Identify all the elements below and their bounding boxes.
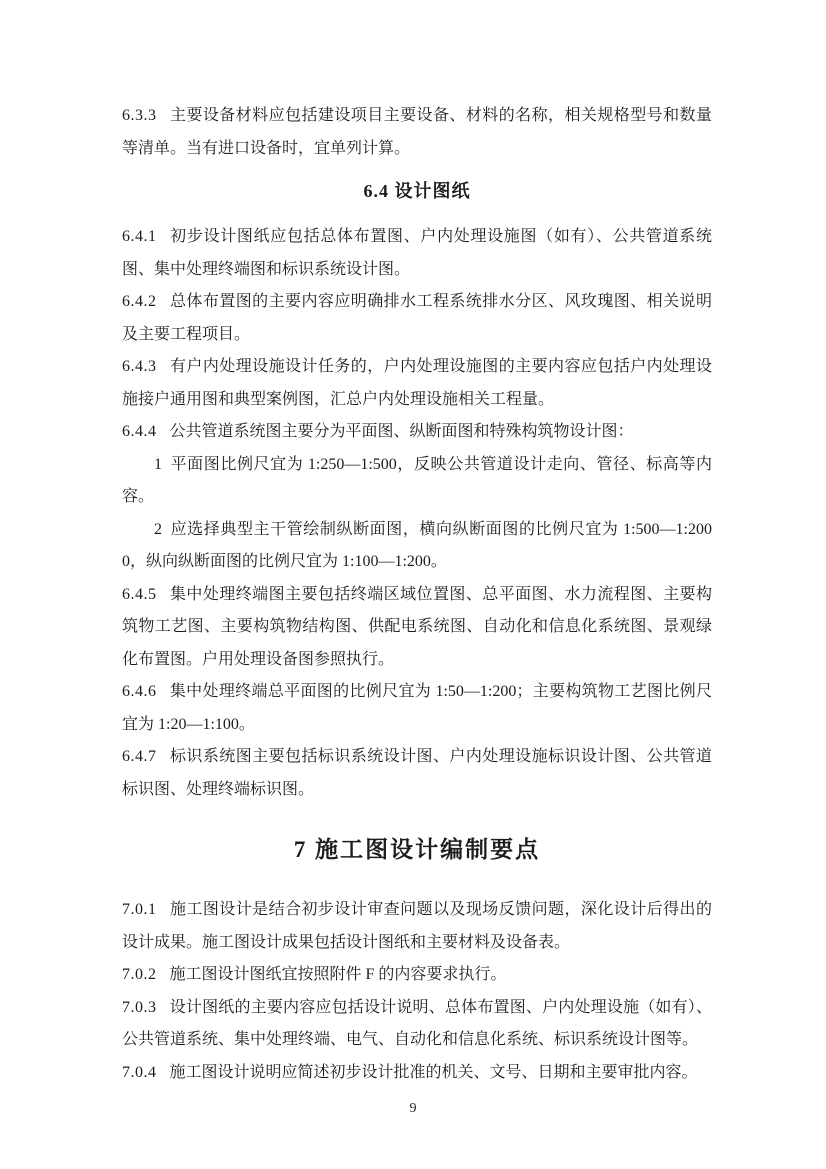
document-body: [122, 100, 712, 1089]
clause-number: 6.4.1: [122, 228, 157, 245]
page-footer: [0, 1099, 826, 1117]
subitem-2: [122, 514, 712, 579]
clause-number: 7.0.2: [122, 966, 157, 983]
clause-text: 有户内处理设施设计任务的，户内处理设施图的主要内容应包括户内处理设施接户通用图和典型案例图，汇总户内处理设施相关工程量。: [122, 358, 712, 408]
clause-6-4-2: [122, 286, 712, 351]
subitem-1: [122, 449, 712, 514]
clause-number: 6.4.2: [122, 293, 157, 310]
clause-number: 6.4.4: [122, 423, 157, 440]
clause-text: 主要设备材料应包括建设项目主要设备、材料的名称，相关规格型号和数量等清单。当有进口设备时，宜单列计算。: [122, 107, 712, 157]
clause-6-4-4: [122, 416, 712, 449]
clause-6-4-1: [122, 221, 712, 286]
clause-text: 集中处理终端图主要包括终端区域位置图、总平面图、水力流程图、主要构筑物工艺图、主要构筑物结构图、供配电系统图、自动化和信息化系统图、景观绿化布置图。户用处理设备图参照执行。: [122, 585, 712, 668]
clause-text: 施工图设计图纸宜按照附件 F 的内容要求执行。: [169, 966, 507, 983]
clause-6-4-6: [122, 676, 712, 741]
page-number: 9: [409, 1101, 417, 1116]
clause-text: 标识系统图主要包括标识系统设计图、户内处理设施标识设计图、公共管道标识图、处理终端标识图。: [122, 748, 712, 798]
section-heading-6-4: 6.4 设计图纸: [363, 181, 471, 201]
clause-number: 7.0.4: [122, 1063, 157, 1081]
clause-text: 总体布置图的主要内容应明确排水工程系统排水分区、风玫瑰图、相关说明及主要工程项目。: [122, 293, 712, 343]
clause-number: 7.0.1: [122, 901, 157, 918]
clause-number: 6.4.6: [122, 683, 157, 700]
clause-text: 施工图设计是结合初步设计审查问题以及现场反馈问题，深化设计后得出的设计成果。施工图设计成果包括设计图纸和主要材料及设备表。: [122, 901, 712, 951]
chapter-heading-7: 7 施工图设计编制要点: [293, 837, 541, 862]
clause-7-0-1: [122, 894, 712, 959]
subitem-text: 应选择典型主干管绘制纵断面图，横向纵断面图的比例尺宜为 1:500—1:2000，纵向纵断面图的比例尺宜为 1:100—1:200。: [122, 520, 712, 570]
clause-7-0-2: [122, 959, 712, 992]
clause-6-4-7: [122, 741, 712, 806]
clause-number: 6.4.5: [122, 585, 157, 603]
clause-text: 初步设计图纸应包括总体布置图、户内处理设施图（如有）、公共管道系统图、集中处理终端图和标识系统设计图。: [122, 228, 712, 278]
clause-6-4-3: [122, 351, 712, 416]
clause-number: 6.4.3: [122, 358, 157, 375]
clause-number: 6.4.7: [122, 748, 157, 765]
clause-text: 集中处理终端总平面图的比例尺宜为 1:50—1:200；主要构筑物工艺图比例尺宜为 1:20—1:100。: [122, 683, 712, 733]
subitem-text: 平面图比例尺宜为 1:250—1:500，反映公共管道设计走向、管径、标高等内容。: [122, 455, 712, 505]
subitem-number: 2: [154, 520, 162, 538]
clause-number: 7.0.3: [122, 998, 157, 1016]
clause-6-3-3: [122, 100, 712, 165]
clause-7-0-3: [122, 992, 712, 1057]
clause-text: 公共管道系统图主要分为平面图、纵断面图和特殊构筑物设计图：: [169, 423, 634, 440]
clause-number: 6.3.3: [122, 107, 157, 124]
clause-6-4-5: [122, 579, 712, 677]
clause-text: 设计图纸的主要内容应包括设计说明、总体布置图、户内处理设施（如有）、公共管道系统、集中处理终端、电气、自动化和信息化系统、标识系统设计图等。: [122, 998, 712, 1048]
clause-text: 施工图设计说明应简述初步设计批准的机关、文号、日期和主要审批内容。: [169, 1063, 698, 1081]
subitem-number: 1: [154, 455, 162, 473]
clause-7-0-4: [122, 1057, 712, 1090]
